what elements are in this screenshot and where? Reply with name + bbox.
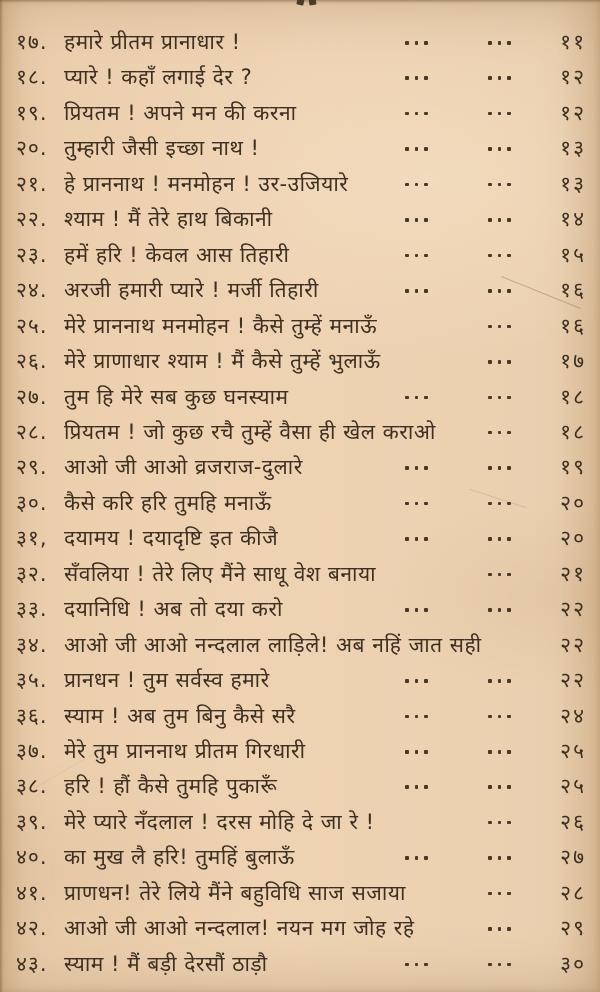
entry-number: ३५. (16, 668, 48, 693)
dots-leader-first (405, 466, 428, 470)
entry-number: ३०. (16, 490, 48, 515)
toc-entry-row (0, 379, 600, 415)
entry-page-number: ११ (560, 30, 586, 54)
dots-leader-first (405, 963, 428, 967)
entry-page-number: १३ (560, 171, 586, 196)
entry-title: मेरे प्यारे नँदलाल ! दरस मोहि दे जा रे ! (64, 809, 375, 834)
entry-page-number: १६ (560, 313, 586, 338)
dots-leader-second (488, 360, 511, 364)
dots-leader-second (488, 147, 511, 151)
toc-entry-row (0, 24, 600, 60)
dots-leader-second (488, 537, 511, 541)
toc-entry-row (0, 166, 600, 202)
entry-title: आओ जी आओ नन्दलाल लाड़िले! अब नहिं जात सही (64, 632, 482, 657)
toc-entry-row (0, 237, 600, 273)
dots-leader-second (488, 608, 511, 612)
toc-entry-row (0, 449, 600, 485)
toc-entry-row (0, 59, 600, 95)
entry-number: ३७. (16, 739, 48, 763)
entry-page-number: १४ (560, 207, 586, 232)
entry-page-number: ३० (560, 951, 586, 976)
entry-number: २३. (16, 242, 48, 267)
toc-entry-row (0, 839, 600, 875)
entry-title: कैसे करि हरि तुमहि मनाऊँ (64, 490, 272, 515)
entry-number: १८. (16, 65, 48, 90)
entry-title: तुम्हारी जैसी इच्छा नाथ ! (64, 136, 260, 161)
entry-page-number: २६ (560, 809, 586, 834)
entry-page-number: १५ (560, 242, 586, 267)
entry-number: ३२. (16, 561, 48, 586)
dots-leader-first (405, 396, 428, 400)
dots-leader-first (405, 218, 428, 222)
entry-number: ३३. (16, 597, 48, 622)
entry-number: ४१. (16, 880, 48, 905)
toc-entry-row (0, 520, 600, 556)
dots-leader-second (488, 183, 511, 187)
toc-entry-row (0, 733, 600, 769)
entry-title: स्याम ! मैं बड़ी देरसौं ठाड़ौ (64, 951, 268, 976)
entry-number: ३४. (16, 632, 48, 657)
dots-leader-second (488, 41, 511, 45)
toc-entry-row (0, 627, 600, 663)
dots-leader-second (488, 396, 511, 400)
entry-page-number: २१ (560, 561, 586, 586)
toc-entry-row (0, 875, 600, 911)
toc-entry-row (0, 95, 600, 131)
entry-number: २४. (16, 278, 48, 303)
entry-title: मेरे प्राणाधार श्याम ! मैं कैसे तुम्हें भुलाऊँ (64, 349, 381, 374)
dots-leader-first (405, 183, 428, 187)
entry-page-number: २५ (560, 774, 586, 799)
dots-leader-second (488, 218, 511, 222)
entry-title: अरजी हमारी प्यारे ! मर्जी तिहारी (64, 278, 319, 303)
dots-leader-first (405, 289, 428, 293)
toc-entry-row (0, 910, 600, 946)
cutoff-header-remnant (296, 0, 304, 6)
entry-title: मेरे प्राननाथ मनमोहन ! कैसे तुम्हें मनाऊँ (64, 313, 378, 338)
dots-leader-first (405, 715, 428, 719)
dots-leader-second (488, 963, 511, 967)
entry-page-number: २९ (560, 916, 586, 941)
entry-page-number: १९ (560, 455, 586, 480)
entry-title: प्राणधन! तेरे लिये मैंने बहुविधि साज सजाया (64, 880, 406, 905)
entry-number: १७. (16, 30, 48, 54)
entry-title: मेरे तुम प्राननाथ प्रीतम गिरधारी (64, 739, 306, 763)
dots-leader-first (405, 41, 428, 45)
entry-title: आओ जी आओ व्रजराज-दुलारे (64, 455, 303, 480)
entry-number: २०. (16, 136, 48, 161)
entry-title: प्रियतम ! अपने मन की करना (64, 100, 297, 125)
entry-number: ४२. (16, 916, 48, 941)
entry-title: प्रियतम ! जो कुछ रचै तुम्हें वैसा ही खेल कराओ (64, 419, 436, 444)
dots-leader-first (405, 76, 428, 80)
dots-leader-second (488, 431, 511, 435)
entry-title: तुम हि मेरे सब कुछ घनस्याम (64, 384, 289, 409)
entry-number: १९. (16, 100, 48, 125)
toc-entry-row (0, 343, 600, 379)
entry-number: २१. (16, 171, 48, 196)
dots-leader-first (405, 608, 428, 612)
entry-page-number: २२ (560, 668, 586, 693)
entry-title: श्याम ! मैं तेरे हाथ बिकानी (64, 207, 273, 232)
entry-title: प्यारे ! कहाँ लगाई देर ? (64, 65, 253, 90)
entry-number: ३१, (16, 526, 48, 551)
toc-entry-row (0, 768, 600, 804)
entry-page-number: १८ (560, 419, 586, 444)
entry-number: ३६. (16, 703, 48, 728)
dots-leader-first (405, 750, 428, 754)
toc-entry-row (0, 946, 600, 982)
toc-entry-row (0, 662, 600, 698)
toc-entry-row (0, 414, 600, 450)
entry-title: प्रानधन ! तुम सर्वस्व हमारे (64, 668, 270, 693)
dots-leader-first (405, 785, 428, 789)
toc-entry-row (0, 308, 600, 344)
dots-leader-first (405, 502, 428, 506)
entry-number: ४३. (16, 951, 48, 976)
dots-leader-second (488, 289, 511, 293)
dots-leader-second (488, 679, 511, 683)
dots-leader-first (405, 537, 428, 541)
cutoff-header-remnant (309, 0, 317, 5)
entry-page-number: २२ (560, 632, 586, 657)
dots-leader-first (405, 254, 428, 258)
dots-leader-second (488, 892, 511, 896)
entry-title: का मुख लै हरि! तुमहिं बुलाऊँ (64, 845, 295, 870)
entry-page-number: २० (560, 526, 586, 551)
entry-title: आओ जी आओ नन्दलाल! नयन मग जोह रहे (64, 916, 415, 941)
entry-title: हमें हरि ! केवल आस तिहारी (64, 242, 290, 267)
entry-number: ४०. (16, 845, 48, 870)
toc-entry-row (0, 698, 600, 734)
dots-leader-second (488, 750, 511, 754)
dots-leader-second (488, 76, 511, 80)
entry-page-number: २४ (560, 703, 586, 728)
dots-leader-second (488, 466, 511, 470)
entry-page-number: २० (560, 490, 586, 515)
dots-leader-second (488, 325, 511, 329)
entry-number: २६. (16, 349, 48, 374)
toc-entry-row (0, 804, 600, 840)
dots-leader-second (488, 821, 511, 825)
entry-page-number: १६ (560, 278, 586, 303)
dots-leader-second (488, 112, 511, 116)
dots-leader-first (405, 679, 428, 683)
dots-leader-first (405, 856, 428, 860)
entry-number: २७. (16, 384, 48, 409)
dots-leader-second (488, 254, 511, 258)
entry-page-number: २७ (560, 845, 586, 870)
toc-entry-row (0, 201, 600, 237)
entry-title: दयामय ! दयादृष्टि इत कीजै (64, 526, 279, 551)
dots-leader-second (488, 573, 511, 577)
toc-entry-row (0, 272, 600, 308)
entry-number: ३९. (16, 809, 48, 834)
entry-title: हे प्राननाथ ! मनमोहन ! उर-उजियारे (64, 171, 349, 196)
entry-title: हरि ! हौं कैसे तुमहि पुकारूँ (64, 774, 278, 799)
toc-entry-row (0, 591, 600, 627)
dots-leader-second (488, 715, 511, 719)
toc-entry-row (0, 556, 600, 592)
entry-title: दयानिधि ! अब तो दया करो (64, 597, 283, 622)
entry-page-number: १७ (560, 349, 586, 374)
dots-leader-second (488, 856, 511, 860)
toc-entry-row (0, 130, 600, 166)
entry-page-number: २२ (560, 597, 586, 622)
entry-page-number: २८ (560, 880, 586, 905)
entry-page-number: १८ (560, 384, 586, 409)
entry-title: सँवलिया ! तेरे लिए मैंने साधू वेश बनाया (64, 561, 377, 586)
entry-number: २२. (16, 207, 48, 232)
entry-page-number: १२ (560, 65, 586, 90)
dots-leader-first (405, 147, 428, 151)
entry-page-number: १३ (560, 136, 586, 161)
dots-leader-first (405, 112, 428, 116)
entry-number: २५. (16, 313, 48, 338)
toc-entry-row (0, 485, 600, 521)
entry-title: स्याम ! अब तुम बिनु कैसे सरै (64, 703, 296, 728)
entry-page-number: २५ (560, 739, 586, 763)
entry-number: २९. (16, 455, 48, 480)
entry-title: हमारे प्रीतम प्रानाधार ! (64, 30, 241, 54)
dots-leader-second (488, 785, 511, 789)
dots-leader-second (488, 502, 511, 506)
entry-number: २८. (16, 419, 48, 444)
dots-leader-second (488, 927, 511, 931)
entry-number: ३८. (16, 774, 48, 799)
entry-page-number: १२ (560, 100, 586, 125)
